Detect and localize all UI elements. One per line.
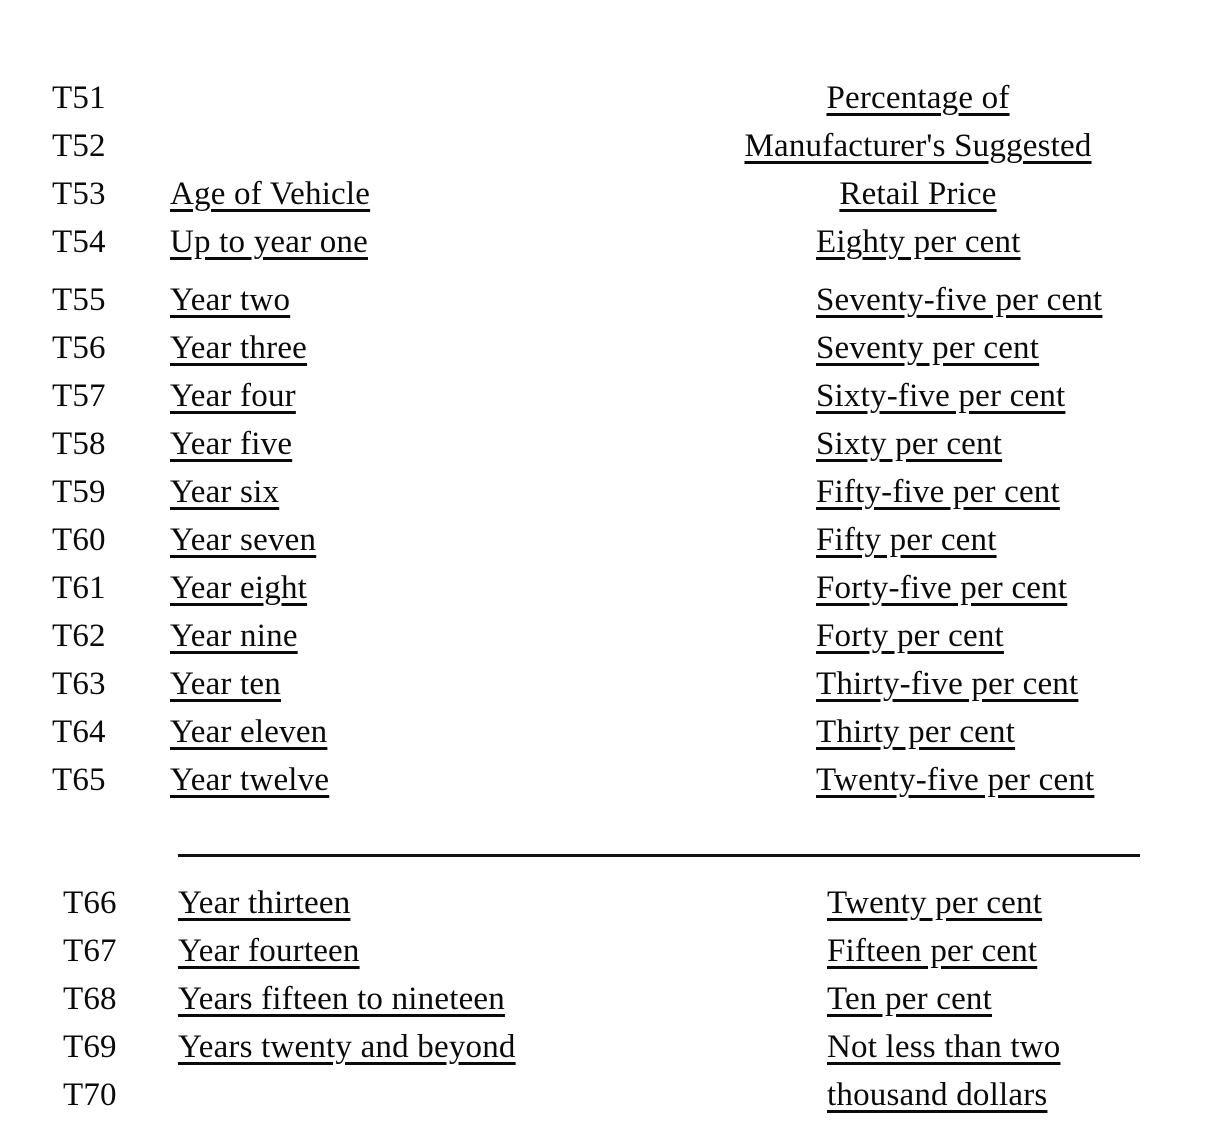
- line-number: T56: [52, 330, 106, 366]
- percentage-value-cell: Forty-five per cent: [816, 570, 1068, 606]
- price-column-header-line: Retail Price: [839, 176, 997, 212]
- percentage-value-cell: Sixty per cent: [816, 426, 1003, 462]
- percentage-value-cell: Eighty per cent: [816, 224, 1021, 260]
- price-column-header-line: Manufacturer's Suggested: [744, 128, 1092, 164]
- line-number: T62: [52, 618, 106, 654]
- line-number: T70: [63, 1077, 117, 1113]
- percentage-value-cell: Forty per cent: [816, 618, 1004, 654]
- age-of-vehicle-cell: Year two: [170, 282, 291, 318]
- table-row: [0, 276, 1210, 324]
- age-of-vehicle-cell: Year seven: [170, 522, 317, 558]
- percentage-value-cell: Fifteen per cent: [827, 933, 1038, 969]
- line-number: T61: [52, 570, 106, 606]
- percentage-value-cell: Thirty per cent: [816, 714, 1016, 750]
- section-divider-line: [178, 854, 1140, 857]
- line-number: T65: [52, 762, 106, 798]
- table-row: [0, 708, 1210, 756]
- table-row: [0, 420, 1210, 468]
- depreciation-table-lower-section: [0, 879, 1210, 1119]
- percentage-value-cell: Twenty per cent: [827, 885, 1043, 921]
- percentage-value-cell: Seventy per cent: [816, 330, 1040, 366]
- line-number: T57: [52, 378, 106, 414]
- age-of-vehicle-cell: Year fourteen: [178, 933, 360, 969]
- table-row: [0, 975, 1210, 1023]
- line-number: T58: [52, 426, 106, 462]
- table-row: [0, 516, 1210, 564]
- percentage-value-cell: Seventy-five per cent: [816, 282, 1103, 318]
- table-row: [0, 660, 1210, 708]
- line-number: T66: [63, 885, 117, 921]
- age-of-vehicle-cell: Years fifteen to nineteen: [178, 981, 505, 1017]
- table-row: [0, 1071, 1210, 1119]
- age-of-vehicle-cell: Year three: [170, 330, 308, 366]
- age-of-vehicle-cell: Year eight: [170, 570, 308, 606]
- percentage-value-cell: Fifty-five per cent: [816, 474, 1060, 510]
- age-of-vehicle-cell: Year six: [170, 474, 280, 510]
- table-row: [0, 170, 1210, 218]
- line-number: T51: [52, 80, 106, 116]
- line-number: T60: [52, 522, 106, 558]
- line-number: T68: [63, 981, 117, 1017]
- table-row: [0, 324, 1210, 372]
- line-number: T64: [52, 714, 106, 750]
- percentage-value-cell: Ten per cent: [827, 981, 992, 1017]
- age-of-vehicle-cell: Year eleven: [170, 714, 328, 750]
- line-number: T52: [52, 128, 106, 164]
- table-row: [0, 468, 1210, 516]
- table-row: [0, 218, 1210, 266]
- percentage-value-cell: Sixty-five per cent: [816, 378, 1066, 414]
- line-number: T67: [63, 933, 117, 969]
- table-row: [0, 74, 1210, 122]
- percentage-value-cell: Thirty-five per cent: [816, 666, 1079, 702]
- age-column-header: Age of Vehicle: [170, 176, 371, 212]
- table-row: [0, 564, 1210, 612]
- table-row: [0, 756, 1210, 804]
- percentage-value-cell: Not less than two: [827, 1029, 1061, 1065]
- age-of-vehicle-cell: Year ten: [170, 666, 281, 702]
- table-row: [0, 372, 1210, 420]
- age-of-vehicle-cell: Year nine: [170, 618, 298, 654]
- line-number: T59: [52, 474, 106, 510]
- table-row: [0, 612, 1210, 660]
- line-number: T63: [52, 666, 106, 702]
- line-number: T53: [52, 176, 106, 212]
- age-of-vehicle-cell: Year five: [170, 426, 293, 462]
- age-of-vehicle-cell: Years twenty and beyond: [178, 1029, 516, 1065]
- table-row: [0, 879, 1210, 927]
- age-of-vehicle-cell: Year four: [170, 378, 296, 414]
- table-row: [0, 122, 1210, 170]
- percentage-value-cell: Twenty-five per cent: [816, 762, 1095, 798]
- table-row: [0, 1023, 1210, 1071]
- age-of-vehicle-cell: Year twelve: [170, 762, 330, 798]
- age-of-vehicle-cell: Up to year one: [170, 224, 368, 260]
- table-row: [0, 927, 1210, 975]
- line-number: T69: [63, 1029, 117, 1065]
- depreciation-table-upper-section: [0, 74, 1210, 804]
- percentage-value-cell: Fifty per cent: [816, 522, 997, 558]
- line-number: T55: [52, 282, 106, 318]
- line-number: T54: [52, 224, 106, 260]
- price-column-header-line: Percentage of: [826, 80, 1010, 116]
- age-of-vehicle-cell: Year thirteen: [178, 885, 351, 921]
- percentage-value-cell: thousand dollars: [827, 1077, 1048, 1113]
